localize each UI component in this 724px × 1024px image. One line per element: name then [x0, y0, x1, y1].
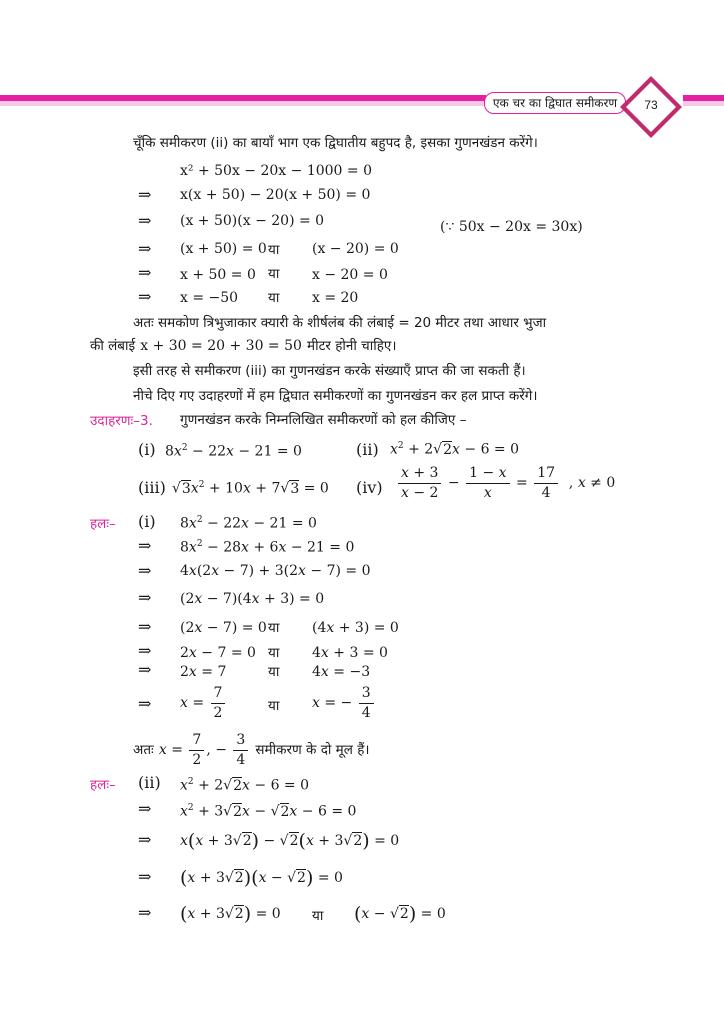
implies-arrow: ⇒ — [138, 660, 152, 679]
paragraph-2 — [90, 335, 396, 354]
block1-eq5a: x + 50 = 0 — [180, 267, 256, 283]
block1-note: (∵ 50x − 20x = 30x) — [440, 219, 583, 235]
solution1-step2: $8x^2 - 28x + 6x - 21 = 0$ — [180, 539, 355, 556]
example-part-ii-label: (ii) — [356, 440, 379, 459]
paragraph-2-end: मीटर होनी चाहिए। — [307, 338, 397, 354]
paragraph-4: नीचे दिए गए उदाहरणों में हम द्विघात समीकरणों का गुणनखंडन कर हल प्राप्त करेंगे। — [133, 388, 538, 404]
implies-arrow: ⇒ — [138, 588, 152, 607]
example-part-iv-label: (iv) — [356, 478, 383, 497]
example-part-iii-label: (iii) — [138, 478, 166, 497]
block1-eq3: (x + 50)(x − 20) = 0 — [180, 213, 325, 229]
implies-arrow: ⇒ — [138, 617, 152, 636]
implies-arrow: ⇒ — [138, 641, 152, 660]
or-word: या — [268, 266, 280, 282]
header-bar-right-light — [683, 101, 724, 106]
implies-arrow: ⇒ — [138, 239, 152, 258]
solution2-step3: x(x + 3√2) − √2(x + 3√2) = 0 — [180, 830, 400, 852]
chapter-title: एक चर का द्विघात समीकरण — [492, 96, 618, 110]
solution2-step5b: (x − √2) = 0 — [354, 903, 446, 925]
or-word: या — [268, 620, 280, 636]
implies-arrow: ⇒ — [138, 903, 152, 922]
paragraph-3: इसी तरह से समीकरण (iii) का गुणनखंडन करके संख्याएँ प्राप्त की जा सकती हैं। — [133, 363, 526, 379]
solution1-step8b: x = − $\frac{3}{4}$ — [312, 686, 376, 720]
solution2-step4: (x + 3√2)(x − √2) = 0 — [180, 867, 343, 889]
conclusion-start: अतः — [133, 742, 154, 759]
implies-arrow: ⇒ — [138, 561, 152, 580]
chapter-title-box — [484, 92, 626, 114]
paragraph-1: अतः समकोण त्रिभुजाकार क्यारी के शीर्षलंब की लंबाई = 20 मीटर तथा आधार भुजा — [133, 315, 547, 331]
solution2-step1: $x^2 + 2√2x - 6 = 0$ — [180, 777, 310, 794]
solution-part-label: (ii) — [138, 773, 161, 792]
example-part-iv-eq: $\frac{x + 3}{x - 2}$ − $\frac{1 - x}{x}$ = $\frac{17}{4}$ , x ≠ 0 — [396, 466, 615, 500]
paragraph-2-math: x + 30 = 20 + 30 = 50 — [140, 338, 302, 354]
header-bar-left-light — [0, 101, 486, 106]
solution1-step5a: (2x − 7) = 0 — [180, 620, 267, 636]
page-number: 73 — [644, 98, 658, 112]
example-part-iii-eq: $√3x^2 + 10x + 7√3 = 0$ — [172, 480, 329, 497]
example-part-i-eq: $8x^2 - 22x - 21 = 0$ — [165, 443, 302, 460]
or-word: या — [268, 290, 280, 306]
conclusion-end: समीकरण के दो मूल हैं। — [255, 742, 370, 759]
solution1-step5b: (4x + 3) = 0 — [312, 620, 399, 636]
solution1-step7a: 2x = 7 — [180, 664, 227, 680]
implies-arrow: ⇒ — [138, 211, 152, 230]
or-word: या — [268, 645, 280, 661]
solution-part-label: (i) — [138, 512, 156, 531]
implies-arrow: ⇒ — [138, 536, 152, 555]
example-part-i-label: (i) — [138, 440, 156, 459]
example-part-ii-eq: $x^2 + 2√2x - 6 = 0$ — [390, 441, 520, 458]
intro-paragraph: चूँकि समीकरण (ii) का बायाँ भाग एक द्विघातीय बहुपद है, इसका गुणनखंडन करेंगे। — [133, 135, 538, 151]
implies-arrow: ⇒ — [138, 830, 152, 849]
example-text: गुणनखंडन करके निम्नलिखित समीकरणों को हल कीजिए – — [180, 412, 467, 428]
implies-arrow: ⇒ — [138, 185, 152, 204]
solution1-step8a: x = $\frac{7}{2}$ — [180, 686, 227, 720]
or-word: या — [312, 908, 324, 924]
block1-eq2: x(x + 50) − 20(x + 50) = 0 — [180, 187, 371, 203]
block1-eq4b: (x − 20) = 0 — [312, 241, 399, 257]
solution-label: हलः– — [90, 516, 116, 532]
solution1-step7b: 4x = −3 — [312, 664, 371, 680]
or-word: या — [268, 698, 280, 714]
implies-arrow: ⇒ — [138, 263, 152, 282]
conclusion-math: x = $\frac{7}{2}$ , − $\frac{3}{4}$ — [159, 742, 250, 758]
or-word: या — [268, 664, 280, 680]
block1-eq4a: (x + 50) = 0 — [180, 241, 267, 257]
solution1-step6b: 4x + 3 = 0 — [312, 645, 388, 661]
implies-arrow: ⇒ — [138, 287, 152, 306]
solution2-step2: $x^2 + 3√2x - √2x - 6 = 0$ — [180, 803, 357, 820]
block1-eq6a: x = −50 — [180, 290, 239, 306]
or-word: या — [268, 242, 280, 258]
solution1-step1: $8x^2 - 22x - 21 = 0$ — [180, 515, 317, 532]
block1-eq5b: x − 20 = 0 — [312, 267, 388, 283]
solution1-step3: 4x(2x − 7) + 3(2x − 7) = 0 — [180, 563, 371, 579]
block1-eq1: x² + 50x − 20x − 1000 = 0 — [180, 163, 372, 179]
solution1-step6a: 2x − 7 = 0 — [180, 645, 256, 661]
solution2-step5a: (x + 3√2) = 0 — [180, 903, 281, 925]
paragraph-2-start: की लंबाई — [90, 338, 136, 354]
solution1-conclusion — [133, 733, 369, 767]
example-label: उदाहरणः–3. — [90, 413, 153, 429]
solution1-step4: (2x − 7)(4x + 3) = 0 — [180, 591, 325, 607]
solution-label: हलः– — [90, 777, 116, 793]
implies-arrow: ⇒ — [138, 694, 152, 713]
block1-eq6b: x = 20 — [312, 290, 359, 306]
implies-arrow: ⇒ — [138, 867, 152, 886]
implies-arrow: ⇒ — [138, 799, 152, 818]
